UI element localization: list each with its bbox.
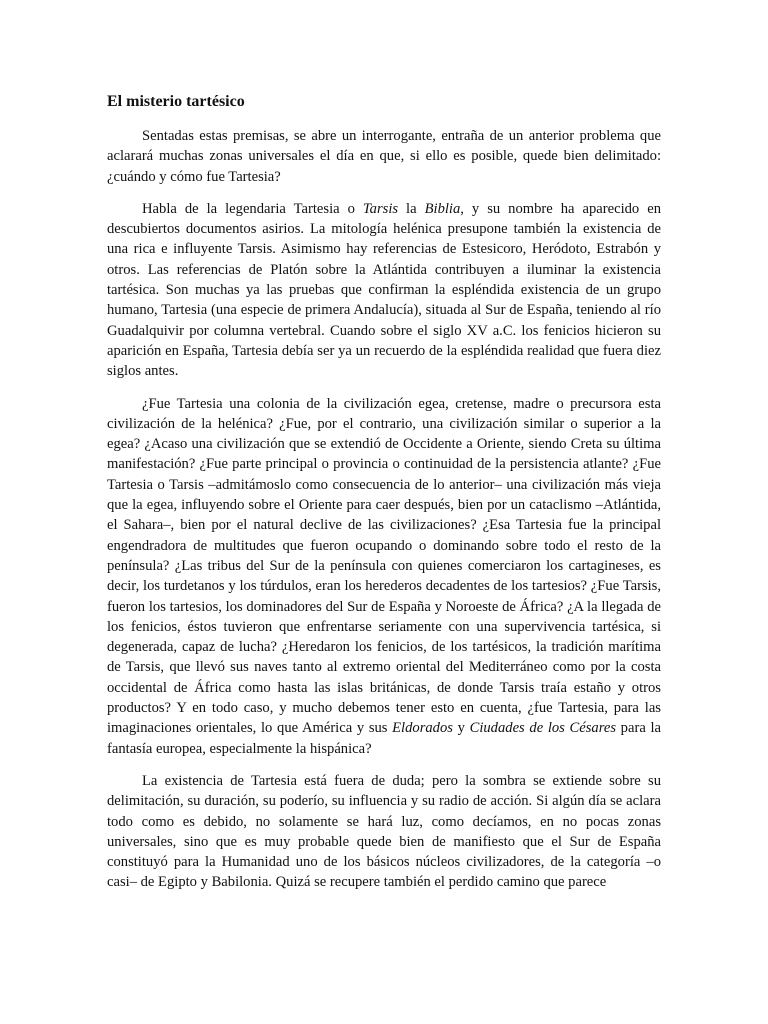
section-title: El misterio tartésico (107, 93, 245, 110)
paragraph-3-text-a: ¿Fue Tartesia una colonia de la civilización egea, cretense, madre o precursora esta civilización de la helénica? ¿Fue, por el contrario, una civilización similar o superior a la egea? ¿Acaso una civilización que se extendió de Occidente a Oriente, siendo Creta su última manifestación? ¿Fue parte principal o provincia o continuidad de la persistencia atlante? ¿Fue Tartesia o Tarsis –admitámoslo como consecuencia de lo anterior– una civilización más vieja que la egea, influyendo sobre el Oriente para caer después, bien por un cataclismo –Atlántida, el Sahara–, bien por el natural declive de las civilizaciones? ¿Esa Tartesia fue la principal engendradora de multitudes que fueron ocupando o dominando sobre todo el resto de la península? ¿Las tribus del Sur de la península con quienes comerciaron los cartagineses, es decir, los turdetanos y los túrdulos, eran los herederos decadentes de los tartesios? ¿Fue Tarsis, fueron los tartesios, los dominadores del Sur de España y Noroeste de África? ¿A la llegada de los fenicios, éstos tuvieron que enfrentarse seriamente con una supervivencia tartésica, si degenerada, capaz de lucha? ¿Heredaron los fenicios, de los tartésicos, la tradición marítima de Tarsis, que llevó sus naves tanto al extremo oriental del Mediterráneo como por la costa occidental de África como hasta las islas británicas, de donde Tarsis traía estaño y otros productos? Y en todo caso, y mucho debemos tener esto en cuenta, ¿fue Tartesia, para las imaginaciones orientales, lo que América y sus (107, 395, 661, 737)
paragraph-1: Sentadas estas premisas, se abre un interrogante, entraña de un anterior problema que aclarará muchas zonas universales el día en que, si ello es posible, quede bien delimitado: ¿cuándo y cómo fue Tartesia? (107, 128, 661, 185)
paragraph-2 (107, 199, 661, 382)
paragraph-2-text-a: Habla de la legendaria Tartesia o (142, 200, 363, 217)
paragraph-2-text-c: , y su nombre ha aparecido en descubiertos documentos asirios. La mitología helénica presupone también la existencia de una rica e influyente Tarsis. Asimismo hay referencias de Estesicoro, Heródoto, Estrabón y otros. Las referencias de Platón sobre la Atlántida contribuyen a iluminar la existencia tartésica. Son muchas ya las pruebas que confirman la espléndida existencia de un grupo humano, Tartesia (una especie de primera Andalucía), situada al Sur de España, teniendo al río Guadalquivir por columna vertebral. Cuando sobre el siglo XV a.C. los fenicios hicieron su aparición en España, Tartesia debía ser ya un recuerdo de la espléndida realidad que fuera diez siglos antes. (107, 200, 661, 380)
paragraph-2-biblia: Biblia (424, 200, 461, 217)
paragraph-4: La existencia de Tartesia está fuera de duda; pero la sombra se extiende sobre su delimitación, su duración, su poderío, su influencia y su radio de acción. Si algún día se aclara todo como es debido, no solamente se hará luz, como decíamos, en no pocas zonas universales, sino que es muy probable quede bien de manifiesto que el Sur de España constituyó para la Humanidad uno de los básicos núcleos civilizadores, de la categoría –o casi– de Egipto y Babilonia. Quizá se recupere también el perdido camino que parece (107, 772, 661, 891)
document-page (107, 92, 661, 905)
paragraph-3-ciudades: Ciudades de los Césares (469, 720, 617, 737)
paragraph-3-text-c: para la fantasía europea, especialmente la hispánica? (107, 720, 661, 757)
paragraph-3-text-b: y (452, 720, 470, 737)
paragraph-2-tarsis: Tarsis (362, 200, 399, 217)
paragraph-3 (107, 394, 661, 759)
paragraph-2-text-b: la (398, 200, 425, 217)
paragraph-3-eldorados: Eldorados (392, 720, 453, 737)
